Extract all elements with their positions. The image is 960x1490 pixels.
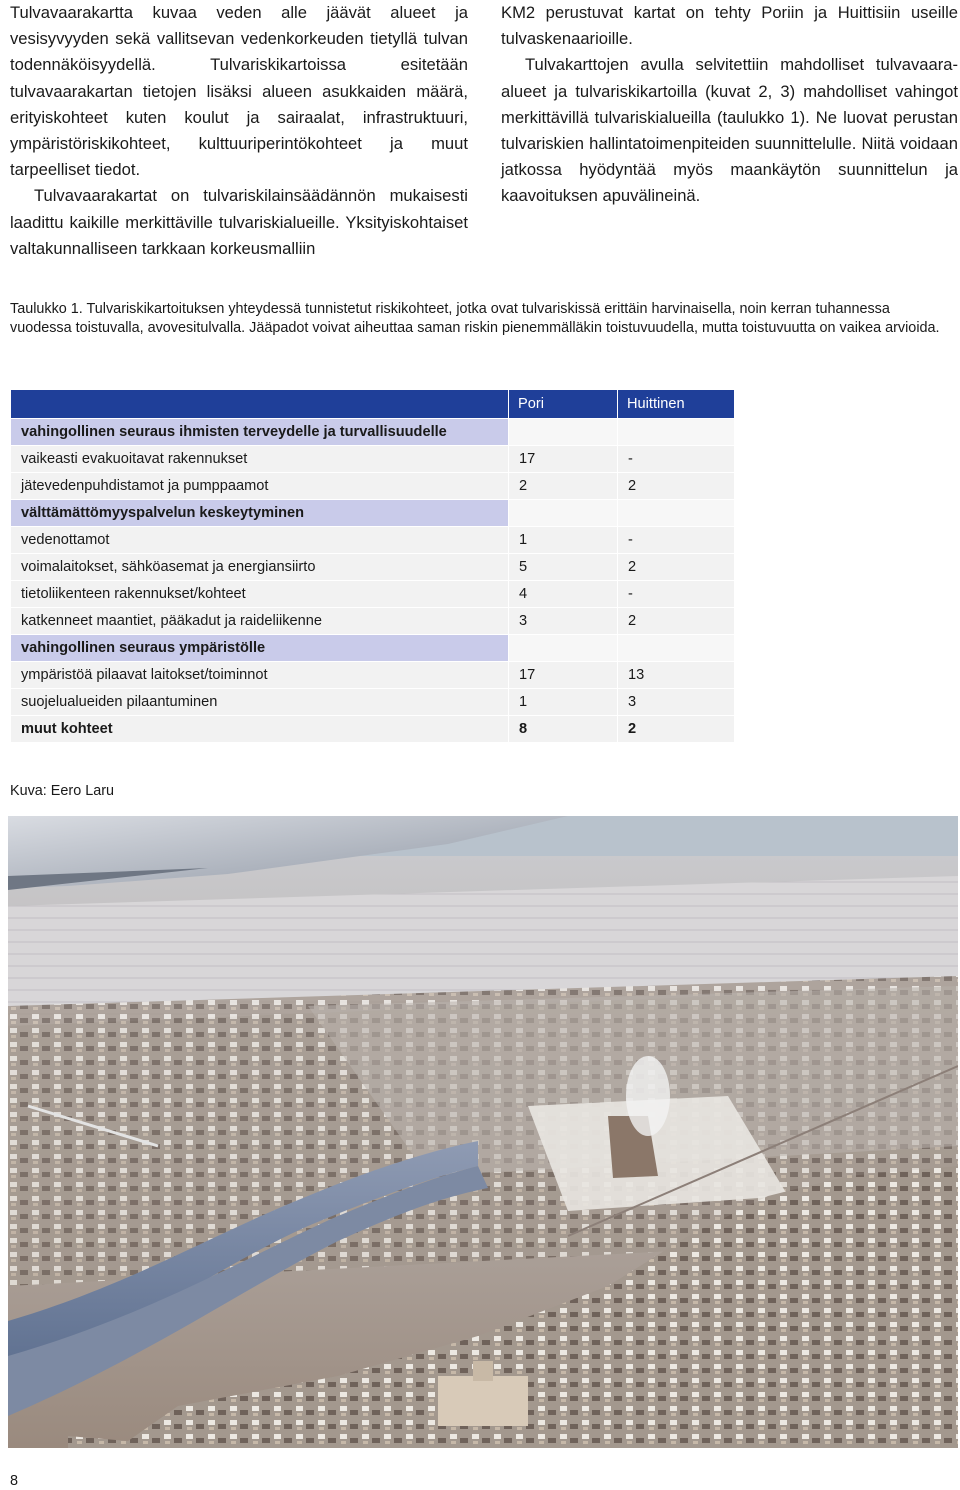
table-row xyxy=(11,473,735,500)
table-group-row xyxy=(11,419,735,446)
cell-huittinen: - xyxy=(618,581,735,608)
cell-huittinen: 2 xyxy=(618,473,735,500)
paragraph: Tulvavaarakartat on tulvariskilainsäädännön mukaisesti laadittu kaikille merkittäville tulvariskialueille. Yksityiskohtaiset valtakunnalliseen tarkkaan korkeusmalliin xyxy=(10,186,468,258)
cell-huittinen: - xyxy=(618,446,735,473)
row-label: tietoliikenteen rakennukset/kohteet xyxy=(11,581,509,608)
row-label: välttämättömyyspalvelun keskeytyminen xyxy=(11,500,509,527)
cell-pori xyxy=(509,500,618,527)
right-text-column xyxy=(501,0,958,210)
table-row xyxy=(11,608,735,635)
cell-pori: 17 xyxy=(509,446,618,473)
column-header xyxy=(11,390,509,419)
row-label: vahingollinen seuraus ympäristölle xyxy=(11,635,509,662)
cell-pori: 17 xyxy=(509,662,618,689)
cell-huittinen: 2 xyxy=(618,608,735,635)
table-row xyxy=(11,581,735,608)
row-label: muut kohteet xyxy=(11,716,509,743)
left-text-column xyxy=(10,0,468,262)
page-number: 8 xyxy=(10,1473,19,1489)
row-label: katkenneet maantiet, pääkadut ja raideliikenne xyxy=(11,608,509,635)
cell-pori: 1 xyxy=(509,527,618,554)
cell-pori: 3 xyxy=(509,608,618,635)
row-label: ympäristöä pilaavat laitokset/toiminnot xyxy=(11,662,509,689)
cell-pori: 4 xyxy=(509,581,618,608)
paragraph: KM2 perustuvat kartat on tehty Poriin ja Huittisiin useille tulvaskenaarioille. xyxy=(501,3,958,49)
table-header-row xyxy=(11,390,735,419)
table-row xyxy=(11,527,735,554)
cell-pori: 8 xyxy=(509,716,618,743)
cell-pori: 2 xyxy=(509,473,618,500)
cell-huittinen xyxy=(618,500,735,527)
table-row xyxy=(11,446,735,473)
table-group-row xyxy=(11,635,735,662)
cell-huittinen xyxy=(618,419,735,446)
cell-pori: 1 xyxy=(509,689,618,716)
cell-huittinen xyxy=(618,635,735,662)
row-label: vedenottamot xyxy=(11,527,509,554)
paragraph: Tulvavaarakartta kuvaa veden alle jäävät alueet ja vesisyvyyden sekä vallitsevan vedenkorkeuden tietyllä tulvan todennäköisyydellä. Tulvariskikartoissa esitetään tulvavaarakartan tietojen lisäksi alueen asukkaiden määrä, erityiskohteet kuten koulut ja sairaalat, infrastruktuuri, ympäristöriskikohteet, kulttuuriperintökohteet ja muut tarpeelliset tiedot. xyxy=(10,3,468,180)
cell-huittinen: - xyxy=(618,527,735,554)
cell-huittinen: 13 xyxy=(618,662,735,689)
column-header-huittinen: Huittinen xyxy=(618,390,735,419)
table-row xyxy=(11,689,735,716)
table-row xyxy=(11,554,735,581)
cell-pori xyxy=(509,419,618,446)
table-row-total xyxy=(11,716,735,743)
risk-table xyxy=(10,389,735,743)
table-row xyxy=(11,662,735,689)
row-label: suojelualueiden pilaantuminen xyxy=(11,689,509,716)
table-caption: Taulukko 1. Tulvariskikartoituksen yhteydessä tunnistetut riskikohteet, jotka ovat tulvariskissä erittäin harvinaisella, noin kerran tuhannessa vuodessa toistuvalla, avovesitulvalla. Jääpadot voivat aiheuttaa saman riskin pienemmälläkin toistuvuudella, mutta toistuvuutta on vaikea arvioida. xyxy=(10,301,940,336)
column-header-pori: Pori xyxy=(509,390,618,419)
cell-pori: 5 xyxy=(509,554,618,581)
cell-huittinen: 2 xyxy=(618,554,735,581)
row-label: vahingollinen seuraus ihmisten terveydelle ja turvallisuudelle xyxy=(11,419,509,446)
row-label: vaikeasti evakuoitavat rakennukset xyxy=(11,446,509,473)
table-group-row xyxy=(11,500,735,527)
cell-pori xyxy=(509,635,618,662)
paragraph: Tulvakarttojen avulla selvitettiin mahdolliset tulvavaara-alueet ja tulvariskikartoilla (kuvat 2, 3) mahdolliset vahingot merkittävillä tulvariskialueilla (taulukko 1). Ne luovat perustan tulvariskien hallintatoimenpiteiden suunnittelulle. Niitä voidaan jatkossa hyödyntää myös maankäytön suunnittelun ja kaavoituksen apuvälineinä. xyxy=(501,55,958,206)
row-label: jätevedenpuhdistamot ja pumppaamot xyxy=(11,473,509,500)
aerial-photo xyxy=(8,816,958,1448)
cell-huittinen: 2 xyxy=(618,716,735,743)
cell-huittinen: 3 xyxy=(618,689,735,716)
row-label: voimalaitokset, sähköasemat ja energiansiirto xyxy=(11,554,509,581)
photo-credit: Kuva: Eero Laru xyxy=(10,783,114,799)
